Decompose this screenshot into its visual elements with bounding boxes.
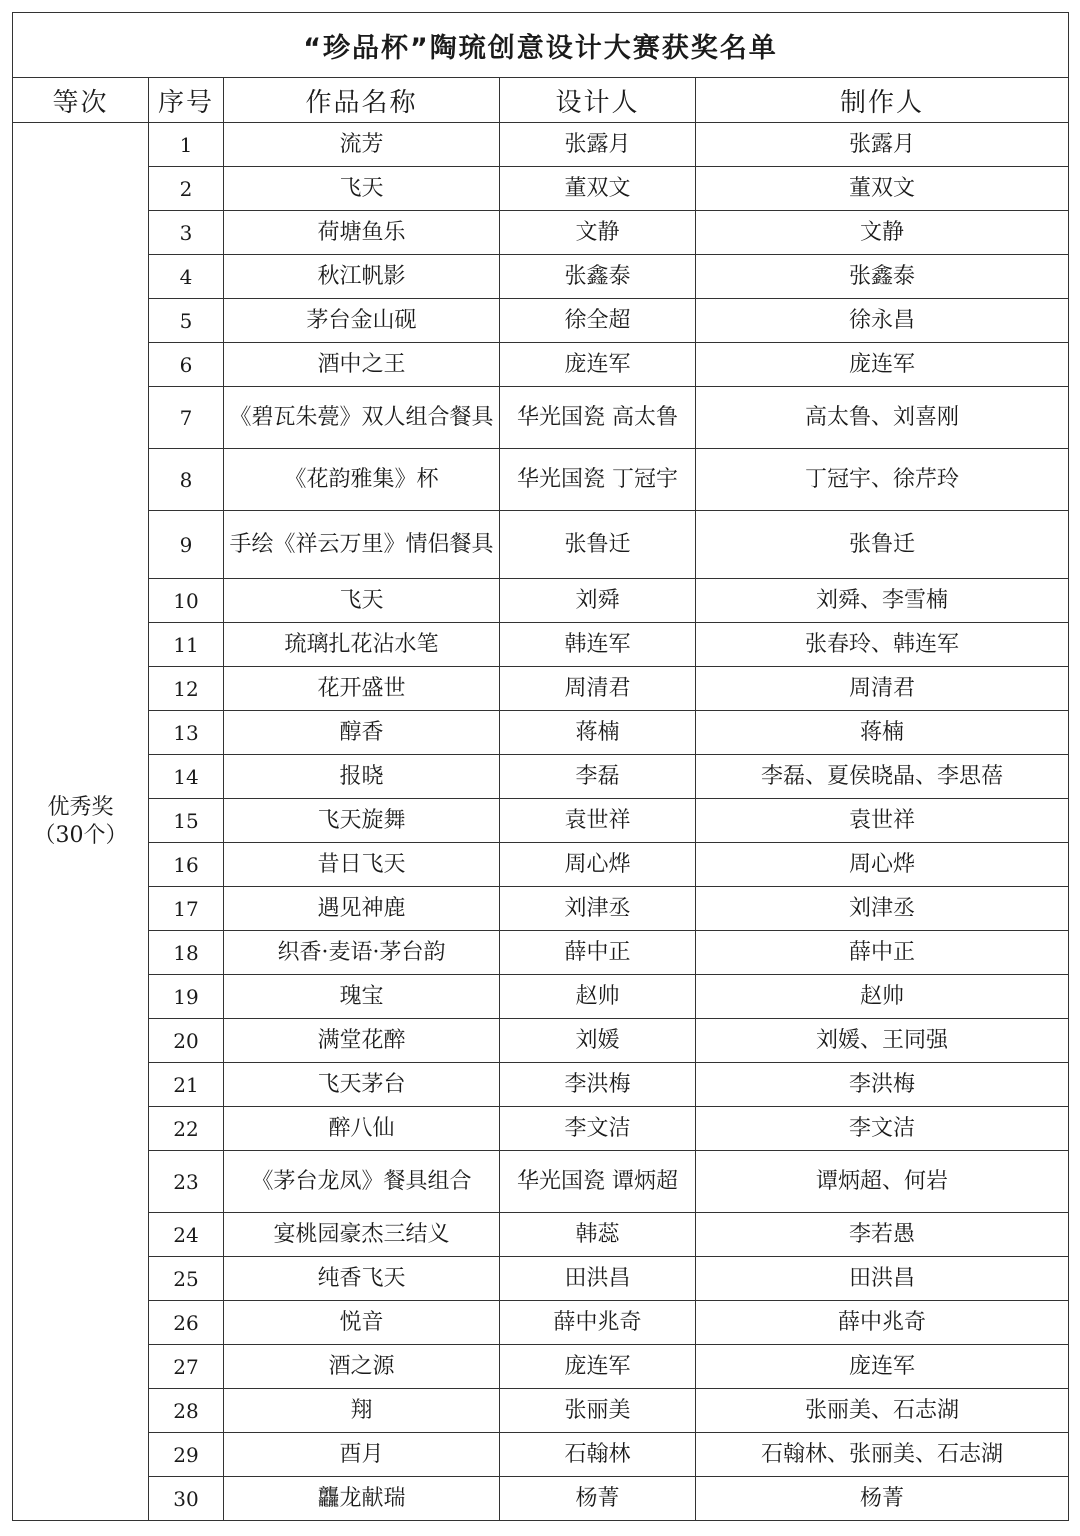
designer-cell: 华光国瓷 谭炳超	[500, 1151, 696, 1213]
maker-cell: 庞连军	[696, 343, 1069, 387]
number-cell: 6	[149, 343, 224, 387]
number-cell: 18	[149, 931, 224, 975]
work-name-cell: 酉月	[224, 1433, 500, 1477]
award-table	[12, 12, 1069, 1521]
maker-cell: 薛中正	[696, 931, 1069, 975]
number-cell: 5	[149, 299, 224, 343]
number-cell: 10	[149, 579, 224, 623]
number-cell: 27	[149, 1345, 224, 1389]
designer-cell: 薛中兆奇	[500, 1301, 696, 1345]
work-name-cell: 茅台金山砚	[224, 299, 500, 343]
maker-cell: 庞连军	[696, 1345, 1069, 1389]
designer-cell: 张鲁迁	[500, 511, 696, 579]
number-cell: 28	[149, 1389, 224, 1433]
header-row	[13, 78, 1069, 123]
number-cell: 30	[149, 1477, 224, 1521]
table-row	[13, 579, 1069, 623]
designer-cell: 庞连军	[500, 1345, 696, 1389]
work-name-cell: 酒中之王	[224, 343, 500, 387]
number-cell: 19	[149, 975, 224, 1019]
number-cell: 8	[149, 449, 224, 511]
table-row	[13, 211, 1069, 255]
maker-cell: 谭炳超、何岩	[696, 1151, 1069, 1213]
designer-cell: 张露月	[500, 123, 696, 167]
maker-cell: 丁冠宇、徐芹玲	[696, 449, 1069, 511]
maker-cell: 刘舜、李雪楠	[696, 579, 1069, 623]
maker-cell: 张丽美、石志湖	[696, 1389, 1069, 1433]
table-row	[13, 1151, 1069, 1213]
rank-label: 优秀奖	[47, 794, 114, 820]
work-name-cell: 翔	[224, 1389, 500, 1433]
number-cell: 3	[149, 211, 224, 255]
designer-cell: 华光国瓷 高太鲁	[500, 387, 696, 449]
work-name-cell: 瑰宝	[224, 975, 500, 1019]
work-name-cell: 纯香飞天	[224, 1257, 500, 1301]
work-name-cell: 报晓	[224, 755, 500, 799]
header-number: 序号	[149, 78, 224, 123]
work-name-cell: 悦音	[224, 1301, 500, 1345]
rank-count: （30个）	[33, 822, 128, 848]
number-cell: 14	[149, 755, 224, 799]
maker-cell: 石翰林、张丽美、石志湖	[696, 1433, 1069, 1477]
table-row	[13, 299, 1069, 343]
maker-cell: 张露月	[696, 123, 1069, 167]
work-name-cell: 织香·麦语·茅台韵	[224, 931, 500, 975]
work-name-cell: 醇香	[224, 711, 500, 755]
designer-cell: 李磊	[500, 755, 696, 799]
maker-cell: 刘津丞	[696, 887, 1069, 931]
work-name-cell: 醉八仙	[224, 1107, 500, 1151]
designer-cell: 张鑫泰	[500, 255, 696, 299]
maker-cell: 李磊、夏侯晓晶、李思蓓	[696, 755, 1069, 799]
number-cell: 4	[149, 255, 224, 299]
number-cell: 16	[149, 843, 224, 887]
table-row	[13, 1345, 1069, 1389]
maker-cell: 杨菁	[696, 1477, 1069, 1521]
table-row	[13, 449, 1069, 511]
designer-cell: 华光国瓷 丁冠宇	[500, 449, 696, 511]
designer-cell: 李文洁	[500, 1107, 696, 1151]
table-row	[13, 667, 1069, 711]
table-row	[13, 755, 1069, 799]
maker-cell: 李文洁	[696, 1107, 1069, 1151]
maker-cell: 高太鲁、刘喜刚	[696, 387, 1069, 449]
maker-cell: 董双文	[696, 167, 1069, 211]
table-row	[13, 799, 1069, 843]
number-cell: 29	[149, 1433, 224, 1477]
table-row	[13, 511, 1069, 579]
maker-cell: 张鑫泰	[696, 255, 1069, 299]
header-work-name: 作品名称	[224, 78, 500, 123]
table-body	[13, 123, 1069, 1521]
work-name-cell: 飞天茅台	[224, 1063, 500, 1107]
designer-cell: 刘媛	[500, 1019, 696, 1063]
work-name-cell: 花开盛世	[224, 667, 500, 711]
work-name-cell: 琉璃扎花沾水笔	[224, 623, 500, 667]
table-row	[13, 975, 1069, 1019]
table-title: “珍品杯”陶琉创意设计大赛获奖名单	[13, 13, 1069, 78]
number-cell: 7	[149, 387, 224, 449]
maker-cell: 蒋楠	[696, 711, 1069, 755]
number-cell: 24	[149, 1213, 224, 1257]
number-cell: 13	[149, 711, 224, 755]
number-cell: 22	[149, 1107, 224, 1151]
work-name-cell: 昔日飞天	[224, 843, 500, 887]
work-name-cell: 遇见神鹿	[224, 887, 500, 931]
designer-cell: 韩连军	[500, 623, 696, 667]
designer-cell: 董双文	[500, 167, 696, 211]
work-name-cell: 飞天	[224, 167, 500, 211]
number-cell: 9	[149, 511, 224, 579]
designer-cell: 石翰林	[500, 1433, 696, 1477]
work-name-cell: 手绘《祥云万里》情侣餐具	[224, 511, 500, 579]
designer-cell: 刘津丞	[500, 887, 696, 931]
table-row	[13, 1019, 1069, 1063]
number-cell: 2	[149, 167, 224, 211]
designer-cell: 周心烨	[500, 843, 696, 887]
work-name-cell: 龘龙献瑞	[224, 1477, 500, 1521]
work-name-cell: 飞天	[224, 579, 500, 623]
number-cell: 15	[149, 799, 224, 843]
designer-cell: 杨菁	[500, 1477, 696, 1521]
work-name-cell: 《花韵雅集》杯	[224, 449, 500, 511]
work-name-cell: 飞天旋舞	[224, 799, 500, 843]
maker-cell: 李洪梅	[696, 1063, 1069, 1107]
work-name-cell: 《茅台龙凤》餐具组合	[224, 1151, 500, 1213]
table-row	[13, 387, 1069, 449]
designer-cell: 庞连军	[500, 343, 696, 387]
number-cell: 26	[149, 1301, 224, 1345]
maker-cell: 袁世祥	[696, 799, 1069, 843]
work-name-cell: 酒之源	[224, 1345, 500, 1389]
designer-cell: 袁世祥	[500, 799, 696, 843]
table-row	[13, 123, 1069, 167]
maker-cell: 周心烨	[696, 843, 1069, 887]
table-row	[13, 343, 1069, 387]
header-maker: 制作人	[696, 78, 1069, 123]
designer-cell: 张丽美	[500, 1389, 696, 1433]
table-row	[13, 623, 1069, 667]
designer-cell: 李洪梅	[500, 1063, 696, 1107]
table-row	[13, 843, 1069, 887]
maker-cell: 刘媛、王同强	[696, 1019, 1069, 1063]
table-row	[13, 1301, 1069, 1345]
table-row	[13, 887, 1069, 931]
table-row	[13, 1389, 1069, 1433]
designer-cell: 刘舜	[500, 579, 696, 623]
designer-cell: 周清君	[500, 667, 696, 711]
designer-cell: 薛中正	[500, 931, 696, 975]
number-cell: 21	[149, 1063, 224, 1107]
work-name-cell: 满堂花醉	[224, 1019, 500, 1063]
number-cell: 25	[149, 1257, 224, 1301]
designer-cell: 田洪昌	[500, 1257, 696, 1301]
work-name-cell: 荷塘鱼乐	[224, 211, 500, 255]
work-name-cell: 流芳	[224, 123, 500, 167]
maker-cell: 赵帅	[696, 975, 1069, 1019]
maker-cell: 徐永昌	[696, 299, 1069, 343]
maker-cell: 文静	[696, 211, 1069, 255]
maker-cell: 薛中兆奇	[696, 1301, 1069, 1345]
maker-cell: 李若愚	[696, 1213, 1069, 1257]
designer-cell: 赵帅	[500, 975, 696, 1019]
number-cell: 17	[149, 887, 224, 931]
table-row	[13, 1063, 1069, 1107]
table-row	[13, 1107, 1069, 1151]
maker-cell: 周清君	[696, 667, 1069, 711]
work-name-cell: 秋江帆影	[224, 255, 500, 299]
number-cell: 20	[149, 1019, 224, 1063]
rank-cell	[13, 123, 149, 1521]
work-name-cell: 宴桃园豪杰三结义	[224, 1213, 500, 1257]
table-row	[13, 931, 1069, 975]
table-row	[13, 1477, 1069, 1521]
header-designer: 设计人	[500, 78, 696, 123]
designer-cell: 韩蕊	[500, 1213, 696, 1257]
table-row	[13, 1257, 1069, 1301]
table-row	[13, 167, 1069, 211]
number-cell: 1	[149, 123, 224, 167]
number-cell: 23	[149, 1151, 224, 1213]
number-cell: 12	[149, 667, 224, 711]
table-row	[13, 1213, 1069, 1257]
header-rank: 等次	[13, 78, 149, 123]
designer-cell: 蒋楠	[500, 711, 696, 755]
table-row	[13, 1433, 1069, 1477]
designer-cell: 文静	[500, 211, 696, 255]
maker-cell: 张鲁迁	[696, 511, 1069, 579]
number-cell: 11	[149, 623, 224, 667]
work-name-cell: 《碧瓦朱甍》双人组合餐具	[224, 387, 500, 449]
table-row	[13, 711, 1069, 755]
maker-cell: 田洪昌	[696, 1257, 1069, 1301]
table-row	[13, 255, 1069, 299]
designer-cell: 徐全超	[500, 299, 696, 343]
maker-cell: 张春玲、韩连军	[696, 623, 1069, 667]
